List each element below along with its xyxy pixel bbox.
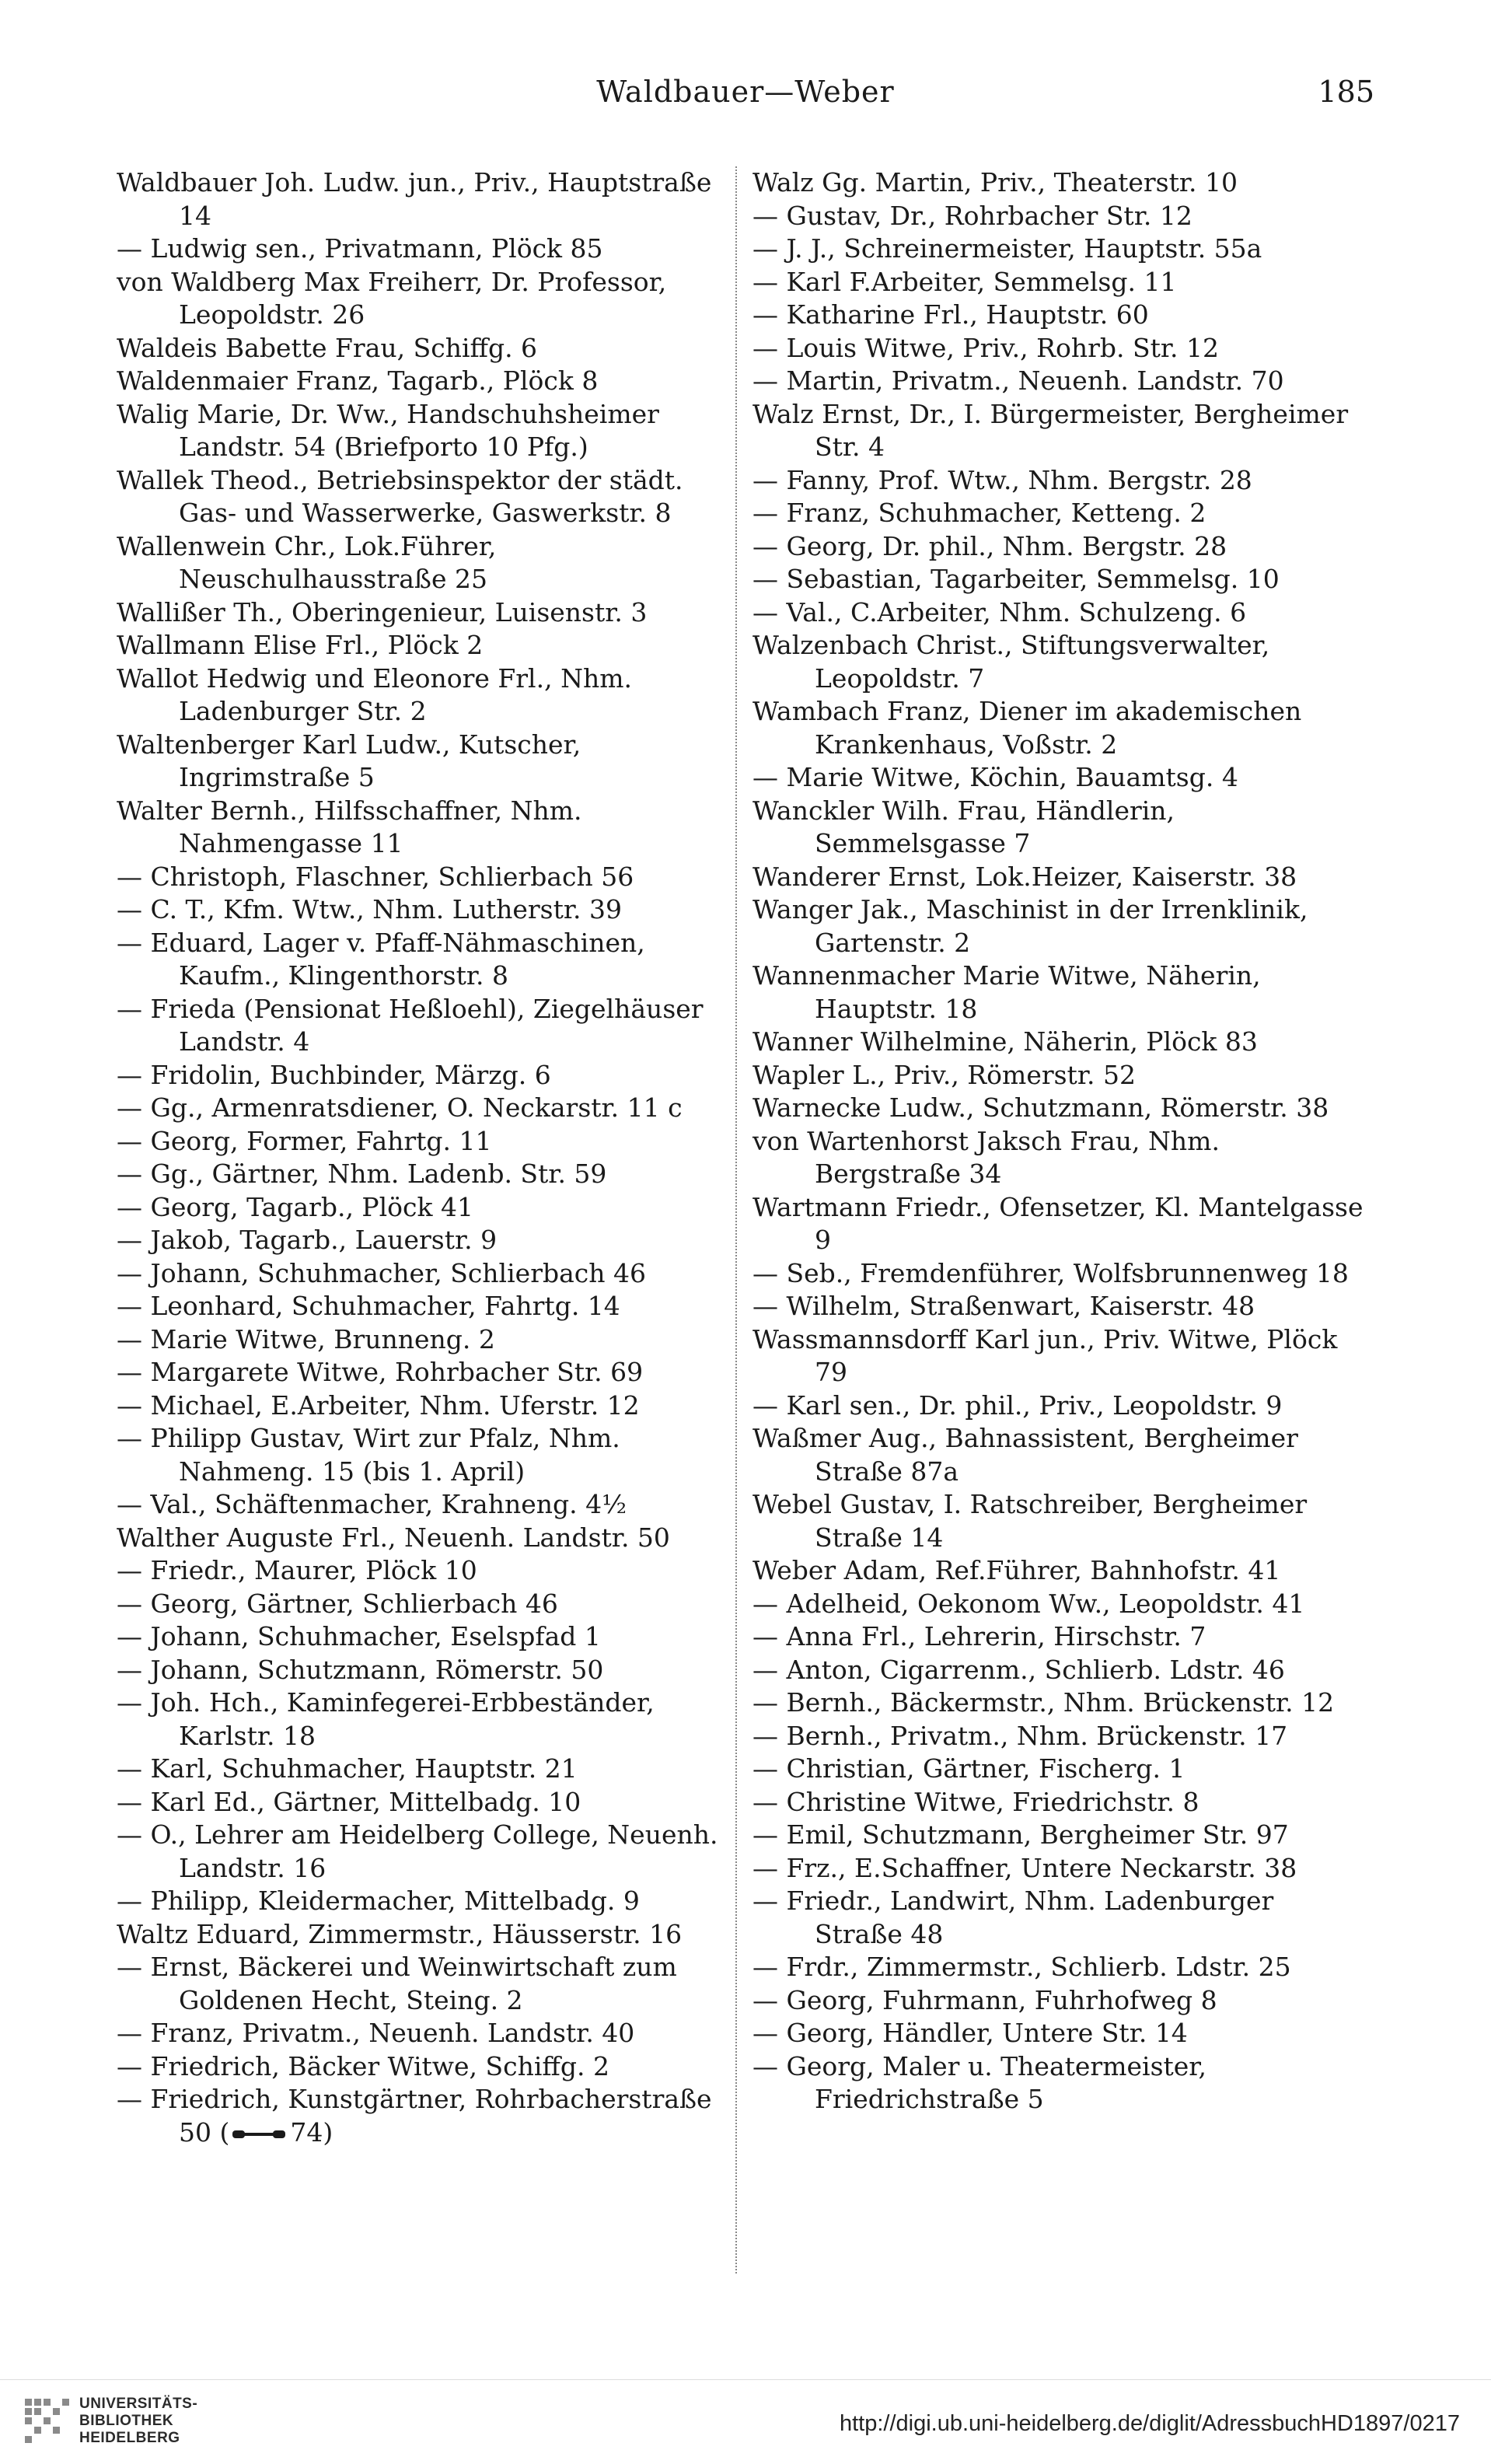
directory-entry: — Fridolin, Buchbinder, Märzg. 6 xyxy=(117,1059,551,1090)
directory-entry: Wanckler Wilh. Frau, Händlerin, Semmelsgasse 7 xyxy=(752,795,1175,858)
directory-entry: Wanner Wilhelmine, Näherin, Plöck 83 xyxy=(752,1026,1258,1057)
directory-entry: — Philipp Gustav, Wirt zur Pfalz, Nhm. Nahmeng. 15 (bis 1. April) xyxy=(117,1423,620,1487)
directory-entry: — Katharine Frl., Hauptstr. 60 xyxy=(752,299,1149,330)
directory-entry: Walig Marie, Dr. Ww., Handschuhsheimer Landstr. 54 (Briefporto 10 Pfg.) xyxy=(117,398,659,462)
directory-entry: Wartmann Friedr., Ofensetzer, Kl. Mantelgasse 9 xyxy=(752,1191,1364,1255)
directory-entry: — Georg, Maler u. Theatermeister, Friedrichstraße 5 xyxy=(752,2050,1206,2114)
directory-entry: von Wartenhorst Jaksch Frau, Nhm. Bergstraße 34 xyxy=(752,1125,1220,1189)
directory-entry xyxy=(117,2083,723,2149)
source-url-link[interactable]: http://digi.ub.uni-heidelberg.de/diglit/AdressbuchHD1897/0217 xyxy=(839,2411,1460,2436)
directory-entry: — Marie Witwe, Köchin, Bauamtsg. 4 xyxy=(752,762,1238,792)
left-column xyxy=(117,166,723,2149)
logo-line: BIBLIOTHEK xyxy=(79,2413,174,2429)
directory-entry: Wassmannsdorff Karl jun., Priv. Witwe, Plöck 79 xyxy=(752,1323,1338,1387)
directory-entry: — Margarete Witwe, Rohrbacher Str. 69 xyxy=(117,1357,644,1387)
directory-entry: — Val., Schäftenmacher, Krahneng. 4½ xyxy=(117,1489,627,1519)
directory-entry: — Wilhelm, Straßenwart, Kaiserstr. 48 xyxy=(752,1291,1255,1321)
directory-entry: — Georg, Former, Fahrtg. 11 xyxy=(117,1125,492,1156)
directory-entry: — Johann, Schuhmacher, Eselspfad 1 xyxy=(117,1621,601,1651)
directory-entry: Wanger Jak., Maschinist in der Irrenklinik, Gartenstr. 2 xyxy=(752,894,1308,958)
directory-entry: Wannenmacher Marie Witwe, Näherin, Hauptstr. 18 xyxy=(752,960,1261,1024)
right-column xyxy=(752,166,1367,2116)
directory-entry: — Karl, Schuhmacher, Hauptstr. 21 xyxy=(117,1753,578,1784)
directory-entry: — Philipp, Kleidermacher, Mittelbadg. 9 xyxy=(117,1886,640,1916)
directory-entry: — Frieda (Pensionat Heßloehl), Ziegelhäuser Landstr. 4 xyxy=(117,993,704,1057)
directory-entry: Warnecke Ludw., Schutzmann, Römerstr. 38 xyxy=(752,1092,1329,1123)
directory-entry: — Seb., Fremdenführer, Wolfsbrunnenweg 18 xyxy=(752,1257,1349,1288)
phone-number: 74) xyxy=(290,2116,333,2148)
directory-entry: — Karl Ed., Gärtner, Mittelbadg. 10 xyxy=(117,1786,581,1817)
directory-entry: — Johann, Schutzmann, Römerstr. 50 xyxy=(117,1654,604,1685)
directory-entry: — Johann, Schuhmacher, Schlierbach 46 xyxy=(117,1257,646,1288)
directory-entry: Wallißer Th., Oberingenieur, Luisenstr. 3 xyxy=(117,596,648,627)
directory-entry: — Christine Witwe, Friedrichstr. 8 xyxy=(752,1786,1199,1817)
library-logo-text xyxy=(79,2396,197,2447)
library-logo-icon xyxy=(23,2397,72,2445)
directory-entry: — Val., C.Arbeiter, Nhm. Schulzeng. 6 xyxy=(752,596,1247,627)
running-title: Waldbauer—Weber xyxy=(596,75,895,109)
directory-entry: — Gg., Gärtner, Nhm. Ladenb. Str. 59 xyxy=(117,1159,607,1189)
directory-entry: — Martin, Privatm., Neuenh. Landstr. 70 xyxy=(752,365,1284,396)
directory-entry: Wallot Hedwig und Eleonore Frl., Nhm. Ladenburger Str. 2 xyxy=(117,662,632,726)
directory-entry: — Friedr., Landwirt, Nhm. Ladenburger Straße 48 xyxy=(752,1886,1274,1949)
logo-line: UNIVERSITÄTS- xyxy=(79,2396,198,2412)
directory-entry: Weber Adam, Ref.Führer, Bahnhofstr. 41 xyxy=(752,1555,1281,1585)
directory-entry: Wallenwein Chr., Lok.Führer, Neuschulhausstraße 25 xyxy=(117,530,497,594)
directory-entry: Wambach Franz, Diener im akademischen Krankenhaus, Voßstr. 2 xyxy=(752,696,1302,760)
directory-entry: — Georg, Dr. phil., Nhm. Bergstr. 28 xyxy=(752,530,1227,561)
directory-entry: — Christian, Gärtner, Fischerg. 1 xyxy=(752,1753,1185,1784)
directory-entry: — Gustav, Dr., Rohrbacher Str. 12 xyxy=(752,200,1192,231)
directory-entry: — Michael, E.Arbeiter, Nhm. Uferstr. 12 xyxy=(117,1389,640,1421)
directory-entry: — Georg, Tagarb., Plöck 41 xyxy=(117,1191,474,1222)
directory-entry: — Fanny, Prof. Wtw., Nhm. Bergstr. 28 xyxy=(752,464,1252,495)
page-number: 185 xyxy=(1318,75,1374,109)
directory-entry: — Georg, Gärtner, Schlierbach 46 xyxy=(117,1588,558,1619)
directory-entry: — Bernh., Bäckermstr., Nhm. Brückenstr. 12 xyxy=(752,1687,1335,1718)
directory-entry: — Adelheid, Oekonom Ww., Leopoldstr. 41 xyxy=(752,1588,1305,1619)
telephone-icon xyxy=(231,2125,288,2144)
directory-entry: — Gg., Armenratsdiener, O. Neckarstr. 11 c xyxy=(117,1092,683,1123)
directory-entry: — Marie Witwe, Brunneng. 2 xyxy=(117,1323,495,1354)
directory-entry: — Franz, Privatm., Neuenh. Landstr. 40 xyxy=(117,2018,635,2048)
directory-entry: — Ernst, Bäckerei und Weinwirtschaft zum Goldenen Hecht, Steing. 2 xyxy=(117,1952,677,2015)
directory-entry: Waldeis Babette Frau, Schiffg. 6 xyxy=(117,332,538,363)
directory-entry-text: — Friedrich, Kunstgärtner, Rohrbacherstraße 50 ( xyxy=(117,2084,712,2148)
directory-entry: — Ludwig sen., Privatmann, Plöck 85 xyxy=(117,233,603,264)
directory-entry: Wapler L., Priv., Römerstr. 52 xyxy=(752,1059,1136,1090)
directory-entry: — Karl sen., Dr. phil., Priv., Leopoldstr. 9 xyxy=(752,1389,1283,1421)
page-footer xyxy=(0,2379,1491,2464)
directory-entry: — Franz, Schuhmacher, Ketteng. 2 xyxy=(752,498,1206,528)
directory-entry: — Frz., E.Schaffner, Untere Neckarstr. 38 xyxy=(752,1852,1297,1883)
logo-line: HEIDELBERG xyxy=(79,2430,180,2446)
directory-entry: — Leonhard, Schuhmacher, Fahrtg. 14 xyxy=(117,1291,620,1321)
directory-entry: Wanderer Ernst, Lok.Heizer, Kaiserstr. 38 xyxy=(752,861,1297,892)
directory-entry: Webel Gustav, I. Ratschreiber, Bergheimer Straße 14 xyxy=(752,1489,1308,1553)
directory-entry: — Joh. Hch., Kaminfegerei-Erbbeständer, Karlstr. 18 xyxy=(117,1687,655,1751)
directory-entry: — Emil, Schutzmann, Bergheimer Str. 97 xyxy=(752,1819,1289,1850)
directory-entry: Waldbauer Joh. Ludw. jun., Priv., Hauptstraße 14 xyxy=(117,167,712,231)
directory-entry: Walz Ernst, Dr., I. Bürgermeister, Bergheimer Str. 4 xyxy=(752,398,1349,462)
directory-entry: Walter Bernh., Hilfsschaffner, Nhm. Nahmengasse 11 xyxy=(117,795,582,858)
directory-entry: — J. J., Schreinermeister, Hauptstr. 55a xyxy=(752,233,1262,264)
directory-entry: — Karl F.Arbeiter, Semmelsg. 11 xyxy=(752,266,1177,297)
directory-entry: — Louis Witwe, Priv., Rohrb. Str. 12 xyxy=(752,332,1219,363)
directory-entry: Waßmer Aug., Bahnassistent, Bergheimer Straße 87a xyxy=(752,1423,1298,1487)
directory-entry: — Eduard, Lager v. Pfaff-Nähmaschinen, Kaufm., Klingenthorstr. 8 xyxy=(117,927,645,991)
directory-entry: — O., Lehrer am Heidelberg College, Neuenh. Landstr. 16 xyxy=(117,1819,718,1883)
directory-entry: — Anna Frl., Lehrerin, Hirschstr. 7 xyxy=(752,1621,1206,1651)
directory-entry: — Georg, Fuhrmann, Fuhrhofweg 8 xyxy=(752,1984,1217,2015)
directory-entry: Waldenmaier Franz, Tagarb., Plöck 8 xyxy=(117,365,599,396)
directory-entry: — Anton, Cigarrenm., Schlierb. Ldstr. 46 xyxy=(752,1654,1285,1685)
directory-entry: von Waldberg Max Freiherr, Dr. Professor, Leopoldstr. 26 xyxy=(117,266,667,330)
directory-entry: — Christoph, Flaschner, Schlierbach 56 xyxy=(117,861,634,892)
directory-entry: — Bernh., Privatm., Nhm. Brückenstr. 17 xyxy=(752,1720,1288,1751)
directory-entry: Walzenbach Christ., Stiftungsverwalter, Leopoldstr. 7 xyxy=(752,630,1270,694)
directory-entry: Walther Auguste Frl., Neuenh. Landstr. 50 xyxy=(117,1522,670,1553)
column-divider xyxy=(735,166,738,2274)
directory-entry: — Jakob, Tagarb., Lauerstr. 9 xyxy=(117,1225,498,1255)
directory-entry: Wallek Theod., Betriebsinspektor der städt. Gas- und Wasserwerke, Gaswerkstr. 8 xyxy=(117,464,683,528)
directory-entry: — Frdr., Zimmermstr., Schlierb. Ldstr. 25 xyxy=(752,1952,1291,1982)
directory-entry: — Friedrich, Bäcker Witwe, Schiffg. 2 xyxy=(117,2050,609,2081)
library-logo[interactable] xyxy=(23,2391,210,2453)
directory-entry: — C. T., Kfm. Wtw., Nhm. Lutherstr. 39 xyxy=(117,894,622,924)
directory-entry: — Friedr., Maurer, Plöck 10 xyxy=(117,1555,477,1585)
directory-entry: — Sebastian, Tagarbeiter, Semmelsg. 10 xyxy=(752,564,1280,594)
directory-entry: Waltenberger Karl Ludw., Kutscher, Ingrimstraße 5 xyxy=(117,729,581,792)
directory-entry: Waltz Eduard, Zimmermstr., Häusserstr. 16 xyxy=(117,1918,683,1949)
page-header xyxy=(0,75,1491,121)
directory-entry: Walz Gg. Martin, Priv., Theaterstr. 10 xyxy=(752,167,1238,197)
directory-entry: Wallmann Elise Frl., Plöck 2 xyxy=(117,630,484,660)
directory-entry: — Georg, Händler, Untere Str. 14 xyxy=(752,2018,1188,2048)
